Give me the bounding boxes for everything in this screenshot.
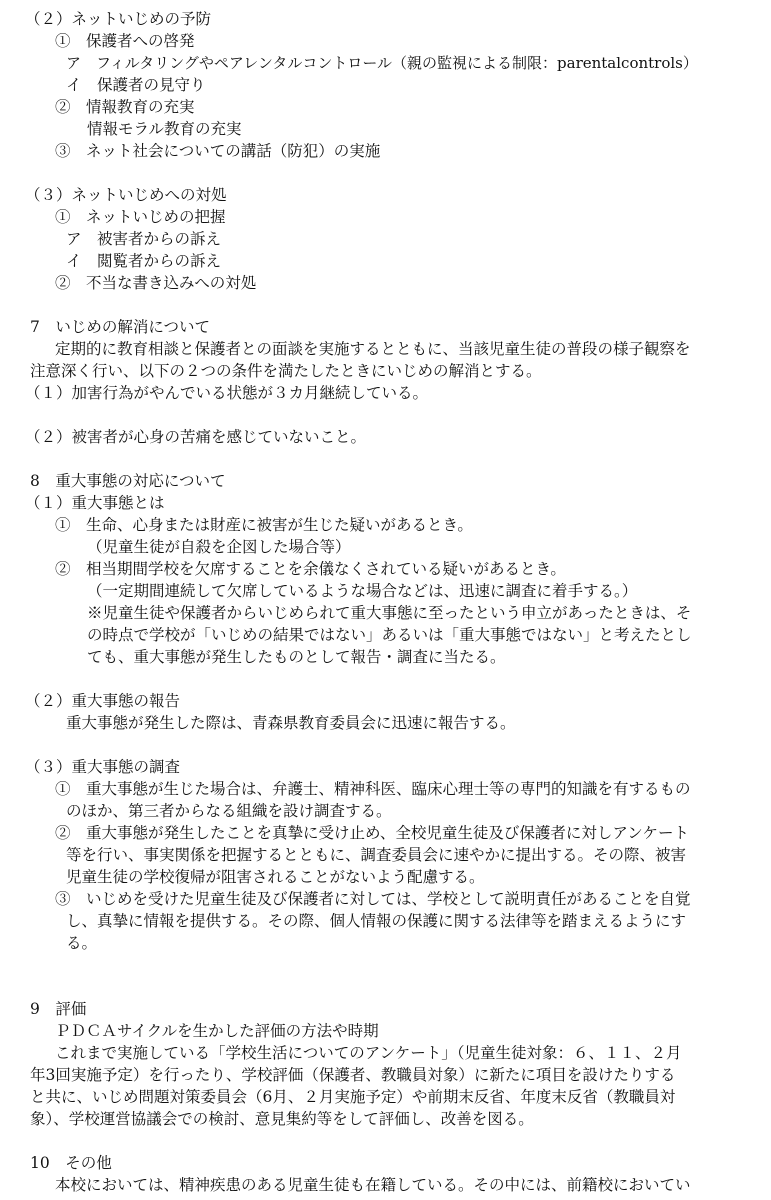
subitem-parent-watch: イ 保護者の見守り <box>66 76 206 94</box>
item-info-education: ② 情報教育の充実 <box>55 98 195 116</box>
section-9-para-line-1: これまで実施している「学校生活についてのアンケート」（児童生徒対象：６、１１、２月 <box>55 1044 682 1062</box>
item-investigation-3-line-2: し、真摯に情報を提供する。その際、個人情報の保護に関する法律等を踏まえるようにす <box>66 912 687 930</box>
item-life-damage: ① 生命、心身または財産に被害が生じた疑いがあるとき。 <box>55 516 473 534</box>
section-9-heading: 9 評価 <box>30 1000 87 1018</box>
note-continuous-absence: （一定期間連続して欠席しているような場合などは、迅速に調査に着手する。） <box>87 582 638 600</box>
section-9-subheading: ＰＤＣＡサイクルを生かした評価の方法や時期 <box>55 1022 379 1040</box>
subitem-victim-report: ア 被害者からの訴え <box>66 230 222 248</box>
item-investigation-2-line-3: 児童生徒の学校復帰が阻害されることがないよう配慮する。 <box>66 868 485 886</box>
note-claim-line-1: ※児童生徒や保護者からいじめられて重大事態に至ったという申立があったときは、そ <box>87 604 692 622</box>
heading-net-bullying-prevention: （２）ネットいじめの予防 <box>25 10 212 28</box>
subitem-info-moral: 情報モラル教育の充実 <box>87 120 242 138</box>
section-10-para-line-1: 本校においては、精神疾患のある児童生徒も在籍している。その中には、前籍校においてい <box>55 1176 691 1194</box>
section-10-heading: 10 その他 <box>30 1154 112 1172</box>
section-9-para-line-2: 年3回実施予定）を行ったり、学校評価（保護者、教職員対象）に新たに項目を設けたりする <box>30 1066 676 1084</box>
heading-serious-case-report: （２）重大事態の報告 <box>25 692 181 710</box>
item-investigation-3-line-1: ③ いじめを受けた児童生徒及び保護者に対しては、学校として説明責任があることを自覚 <box>55 890 691 908</box>
heading-net-bullying-response: （３）ネットいじめへの対処 <box>25 186 227 204</box>
subitem-viewer-report: イ 閲覧者からの訴え <box>66 252 222 270</box>
item-investigation-2-line-1: ② 重大事態が発生したことを真摯に受け止め、全校児童生徒及び保護者に対しアンケート <box>55 824 689 842</box>
section-7-para-line-1: 定期的に教育相談と保護者との面談を実施するとともに、当該児童生徒の普段の様子観察を <box>55 340 691 358</box>
section-7-heading: 7 いじめの解消について <box>30 318 211 336</box>
para-report: 重大事態が発生した際は、青森県教育委員会に迅速に報告する。 <box>66 714 516 732</box>
note-claim-line-3: ても、重大事態が発生したものとして報告・調査に当たる。 <box>87 648 506 666</box>
section-7-condition-1: （１）加害行為がやんでいる状態が３カ月継続している。 <box>25 384 429 402</box>
heading-serious-case-def: （１）重大事態とは <box>25 494 165 512</box>
item-investigation-1-line-2: のほか、第三者からなる組織を設け調査する。 <box>66 802 392 820</box>
note-suicide-attempt: （児童生徒が自殺を企図した場合等） <box>87 538 351 556</box>
section-8-heading: 8 重大事態の対応について <box>30 472 226 490</box>
item-investigation-1-line-1: ① 重大事態が生じた場合は、弁護士、精神科医、臨床心理士等の専門的知識を有するもの <box>55 780 691 798</box>
section-7-para-line-2: 注意深く行い、以下の２つの条件を満たしたときにいじめの解消とする。 <box>30 362 542 380</box>
section-9-para-line-4: 象）、学校運営協議会での検討、意見集約等をして評価し、改善を図る。 <box>30 1110 534 1128</box>
item-long-absence: ② 相当期間学校を欠席することを余儀なくされている疑いがあるとき。 <box>55 560 566 578</box>
heading-serious-case-investigation: （３）重大事態の調査 <box>25 758 181 776</box>
subitem-filtering: ア フィルタリングやペアレンタルコントロール（親の監視による制限：parentalcontrols） <box>66 54 698 72</box>
item-grasp: ① ネットいじめの把握 <box>55 208 226 226</box>
item-net-society-talk: ③ ネット社会についての講話（防犯）の実施 <box>55 142 381 160</box>
section-7-condition-2: （２）被害者が心身の苦痛を感じていないこと。 <box>25 428 367 446</box>
section-9-para-line-3: と共に、いじめ問題対策委員会（6月、２月実施予定）や前期末反省、年度末反省（教職員対 <box>30 1088 676 1106</box>
item-investigation-2-line-2: 等を行い、事実関係を把握するとともに、調査委員会に速やかに提出する。その際、被害 <box>66 846 687 864</box>
item-investigation-3-line-3: る。 <box>66 934 98 952</box>
item-improper-posts: ② 不当な書き込みへの対処 <box>55 274 257 292</box>
item-parent-awareness: ① 保護者への啓発 <box>55 32 195 50</box>
note-claim-line-2: の時点で学校が「いじめの結果ではない」あるいは「重大事態ではない」と考えたとし <box>87 626 692 644</box>
